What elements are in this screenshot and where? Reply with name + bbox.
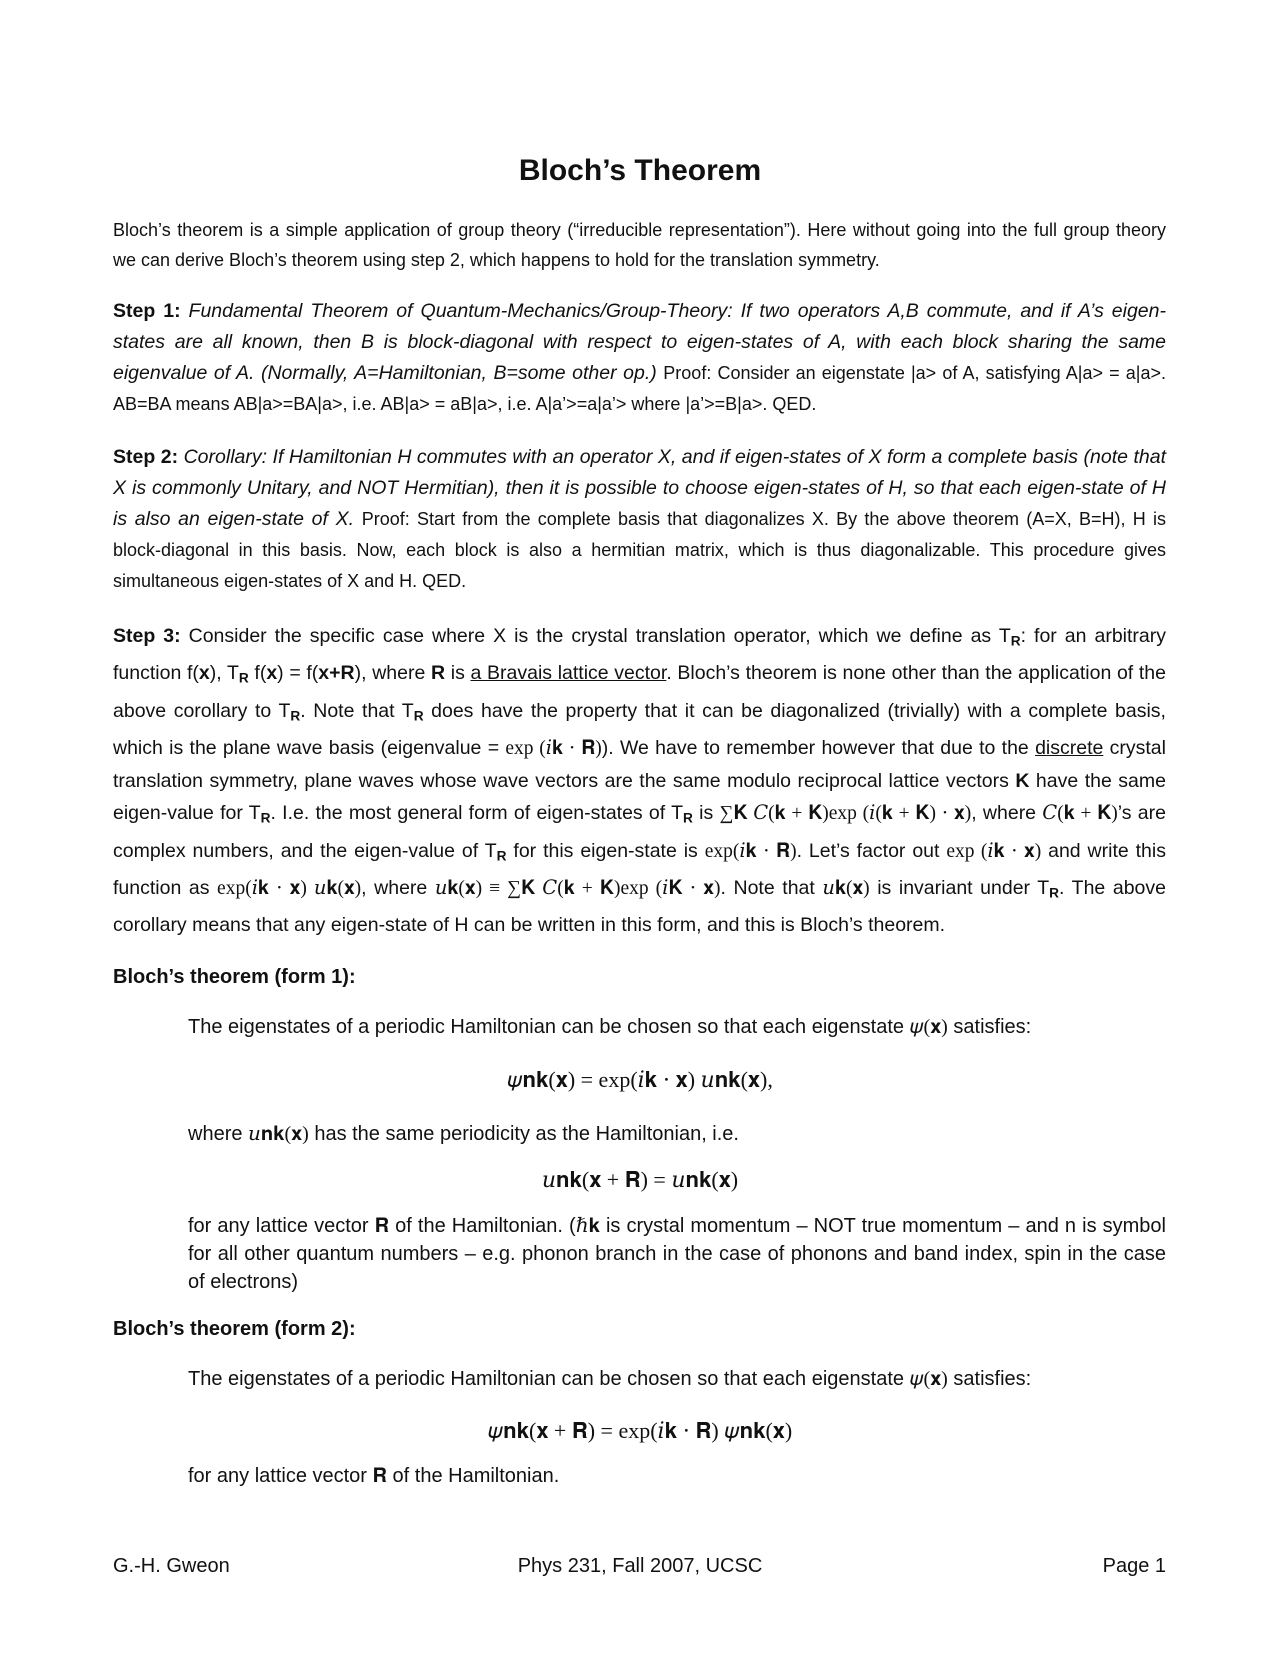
math-sum: ∑𝐊 𝐶(𝐤 + 𝐊)exp (𝑖(𝐤 + 𝐊) ⋅ 𝐱) [719,803,972,825]
math-eigenvalue-2: exp(𝑖𝐤 ⋅ 𝐑) [704,840,797,862]
step2-label: Step 2: [113,446,179,468]
math-psi: 𝜓(𝐱) [909,1016,948,1038]
math-psi: 𝜓(𝐱) [909,1368,948,1390]
form2-heading: Bloch’s theorem (form 2): [113,1318,356,1340]
step1-label: Step 1: [113,300,181,322]
form1-heading: Bloch’s theorem (form 1): [113,966,356,988]
form2-lattice-vector-note: for any lattice vector 𝐑 of the Hamiltonian. [188,1465,560,1487]
math-u-definition: 𝑢𝐤(𝐱) ≡ ∑𝐊 𝐶(𝐤 + 𝐊)exp (𝑖𝐊 ⋅ 𝐱) [434,878,721,900]
step2-paragraph [113,442,1166,597]
step2-proof: Proof: Start from the complete basis that diagonalizes X. By the above theorem (A=X, B=H), H is block-diagonal in this basis. Now, each block is also a hermitian matrix, which is thus diagonalizable. This procedure gives simultaneous eigen-states of X and H. QED. [113,509,1166,591]
math-exp-kx: exp (𝑖𝐤 ⋅ 𝐱) [946,840,1042,862]
math-R: 𝐑 [374,1215,390,1237]
discrete-underline: discrete [1035,737,1104,760]
math-u: 𝑢𝐤(𝐱) [822,878,870,900]
form1-equation-2: 𝑢𝐧𝐤(𝐱 + 𝐑) = 𝑢𝐧𝐤(𝐱) [541,1167,739,1192]
form1-equation-1: 𝜓𝐧𝐤(𝐱) = exp(𝑖𝐤 ⋅ 𝐱) 𝑢𝐧𝐤(𝐱), [507,1067,773,1092]
step1-proof: Proof: Consider an eigenstate |a> of A, satisfying A|a> = a|a>. AB=BA means AB|a>=BA|a>, i.e. AB|a> = aB|a>, i.e. A|a’>=a|a’> where |a’>=B|a>. QED. [113,363,1166,414]
math-hbar-k: ℏ𝐤 [575,1215,600,1237]
footer-page-number: Page 1 [1102,1555,1166,1577]
form1-lattice-vector-note: for any lattice vector 𝐑 of the Hamiltonian. (ℏ𝐤 is crystal momentum – NOT true momentum – and n is symbol for all other quantum numbers – e.g. phonon branch in the case of phonons and band index, spin in the case of electrons) [188,1215,1166,1293]
form1-where: where 𝑢𝐧𝐤(𝐱) has the same periodicity as the Hamiltonian, i.e. [188,1123,739,1145]
form1-intro: The eigenstates of a periodic Hamiltonian can be chosen so that each eigenstate 𝜓(𝐱) satisfies: [188,1016,1032,1038]
step1-statement: Fundamental Theorem of Quantum-Mechanics/Group-Theory: If two operators A,B commute, and if A’s eigen-states are all known, then B is block-diagonal with respect to eigen-states of A, with each block sharing the same eigenvalue of A. (Normally, A=Hamiltonian, B=some other op.) [113,300,1166,384]
bravais-lattice-link: a Bravais lattice vector [470,662,667,685]
footer-course: Phys 231, Fall 2007, UCSC [517,1555,763,1577]
step1-paragraph [113,296,1166,420]
math-product: exp(𝑖𝐤 ⋅ 𝐱) 𝑢𝐤(𝐱) [217,878,362,900]
step3-label: Step 3: [113,625,181,647]
math-coefficient: 𝐶(𝐤 + 𝐊) [1042,803,1118,825]
step3-paragraph: Step 3: Consider the specific case where X is the crystal translation operator, which we define as $T_R$: for an arbitrary function f(x), $T_R$ f(x) = f(x+R), where R is a Bravais lattice vector. Bloch’s theorem is none other than the application of the above corollary to $T_R$. Note that $T_R$ does have the property that it can be diagonalized (trivially) with a complete basis, which is the plane wave basis (eigenvalue = exp (𝑖𝐤 ⋅ 𝐑)). We have to remember however that due to the discrete crystal translation symmetry, plane waves whose wave vectors are the same modulo reciprocal lattice vectors K have the same eigen-value for $T_R$. I.e. the most general form of eigen-states of $T_R$ is ∑𝐊 𝐶(𝐤 + 𝐊)exp (𝑖(𝐤 + 𝐊) ⋅ 𝐱), where 𝐶(𝐤 + 𝐊)’s are complex numbers, and the eigen-value of $T_R$ for this eigen-state is exp(𝑖𝐤 ⋅ 𝐑). Let’s factor out exp (𝑖𝐤 ⋅ 𝐱) and write this function as exp(𝑖𝐤 ⋅ 𝐱) 𝑢𝐤(𝐱), where 𝑢𝐤(𝐱) ≡ ∑𝐊 𝐶(𝐤 + 𝐊)exp (𝑖𝐊 ⋅ 𝐱). Note that 𝑢𝐤(𝐱) is invariant under $T_R$. The above corollary means that any eigen-state of H can be written in this form, and this is Bloch’s theorem. [113,625,1167,937]
math-eigenvalue: exp (𝑖𝐤 ⋅ 𝐑) [505,738,602,760]
footer-author: G.-H. Gweon [113,1555,230,1577]
intro-paragraph: Bloch’s theorem is a simple application of group theory (“irreducible representation”). Here without going into the full group theory we can derive Bloch’s theorem using step 2, which happens to hold for the translation symmetry. [113,220,1166,270]
math-R: 𝐑 [372,1465,387,1487]
step2-statement: Corollary: If Hamiltonian H commutes with an operator X, and if eigen-states of X form a complete basis (note that X is commonly Unitary, and NOT Hermitian), then it is possible to choose eigen-states of H, so that each eigen-state of H is also an eigen-state of X. [113,446,1166,530]
math-unk: 𝑢𝐧𝐤(𝐱) [248,1123,309,1145]
page-title: Bloch’s Theorem [518,154,762,187]
form2-equation: 𝜓𝐧𝐤(𝐱 + 𝐑) = exp(𝑖𝐤 ⋅ 𝐑) 𝜓𝐧𝐤(𝐱) [487,1418,793,1443]
form2-intro: The eigenstates of a periodic Hamiltonian can be chosen so that each eigenstate 𝜓(𝐱) satisfies: [188,1368,1032,1390]
